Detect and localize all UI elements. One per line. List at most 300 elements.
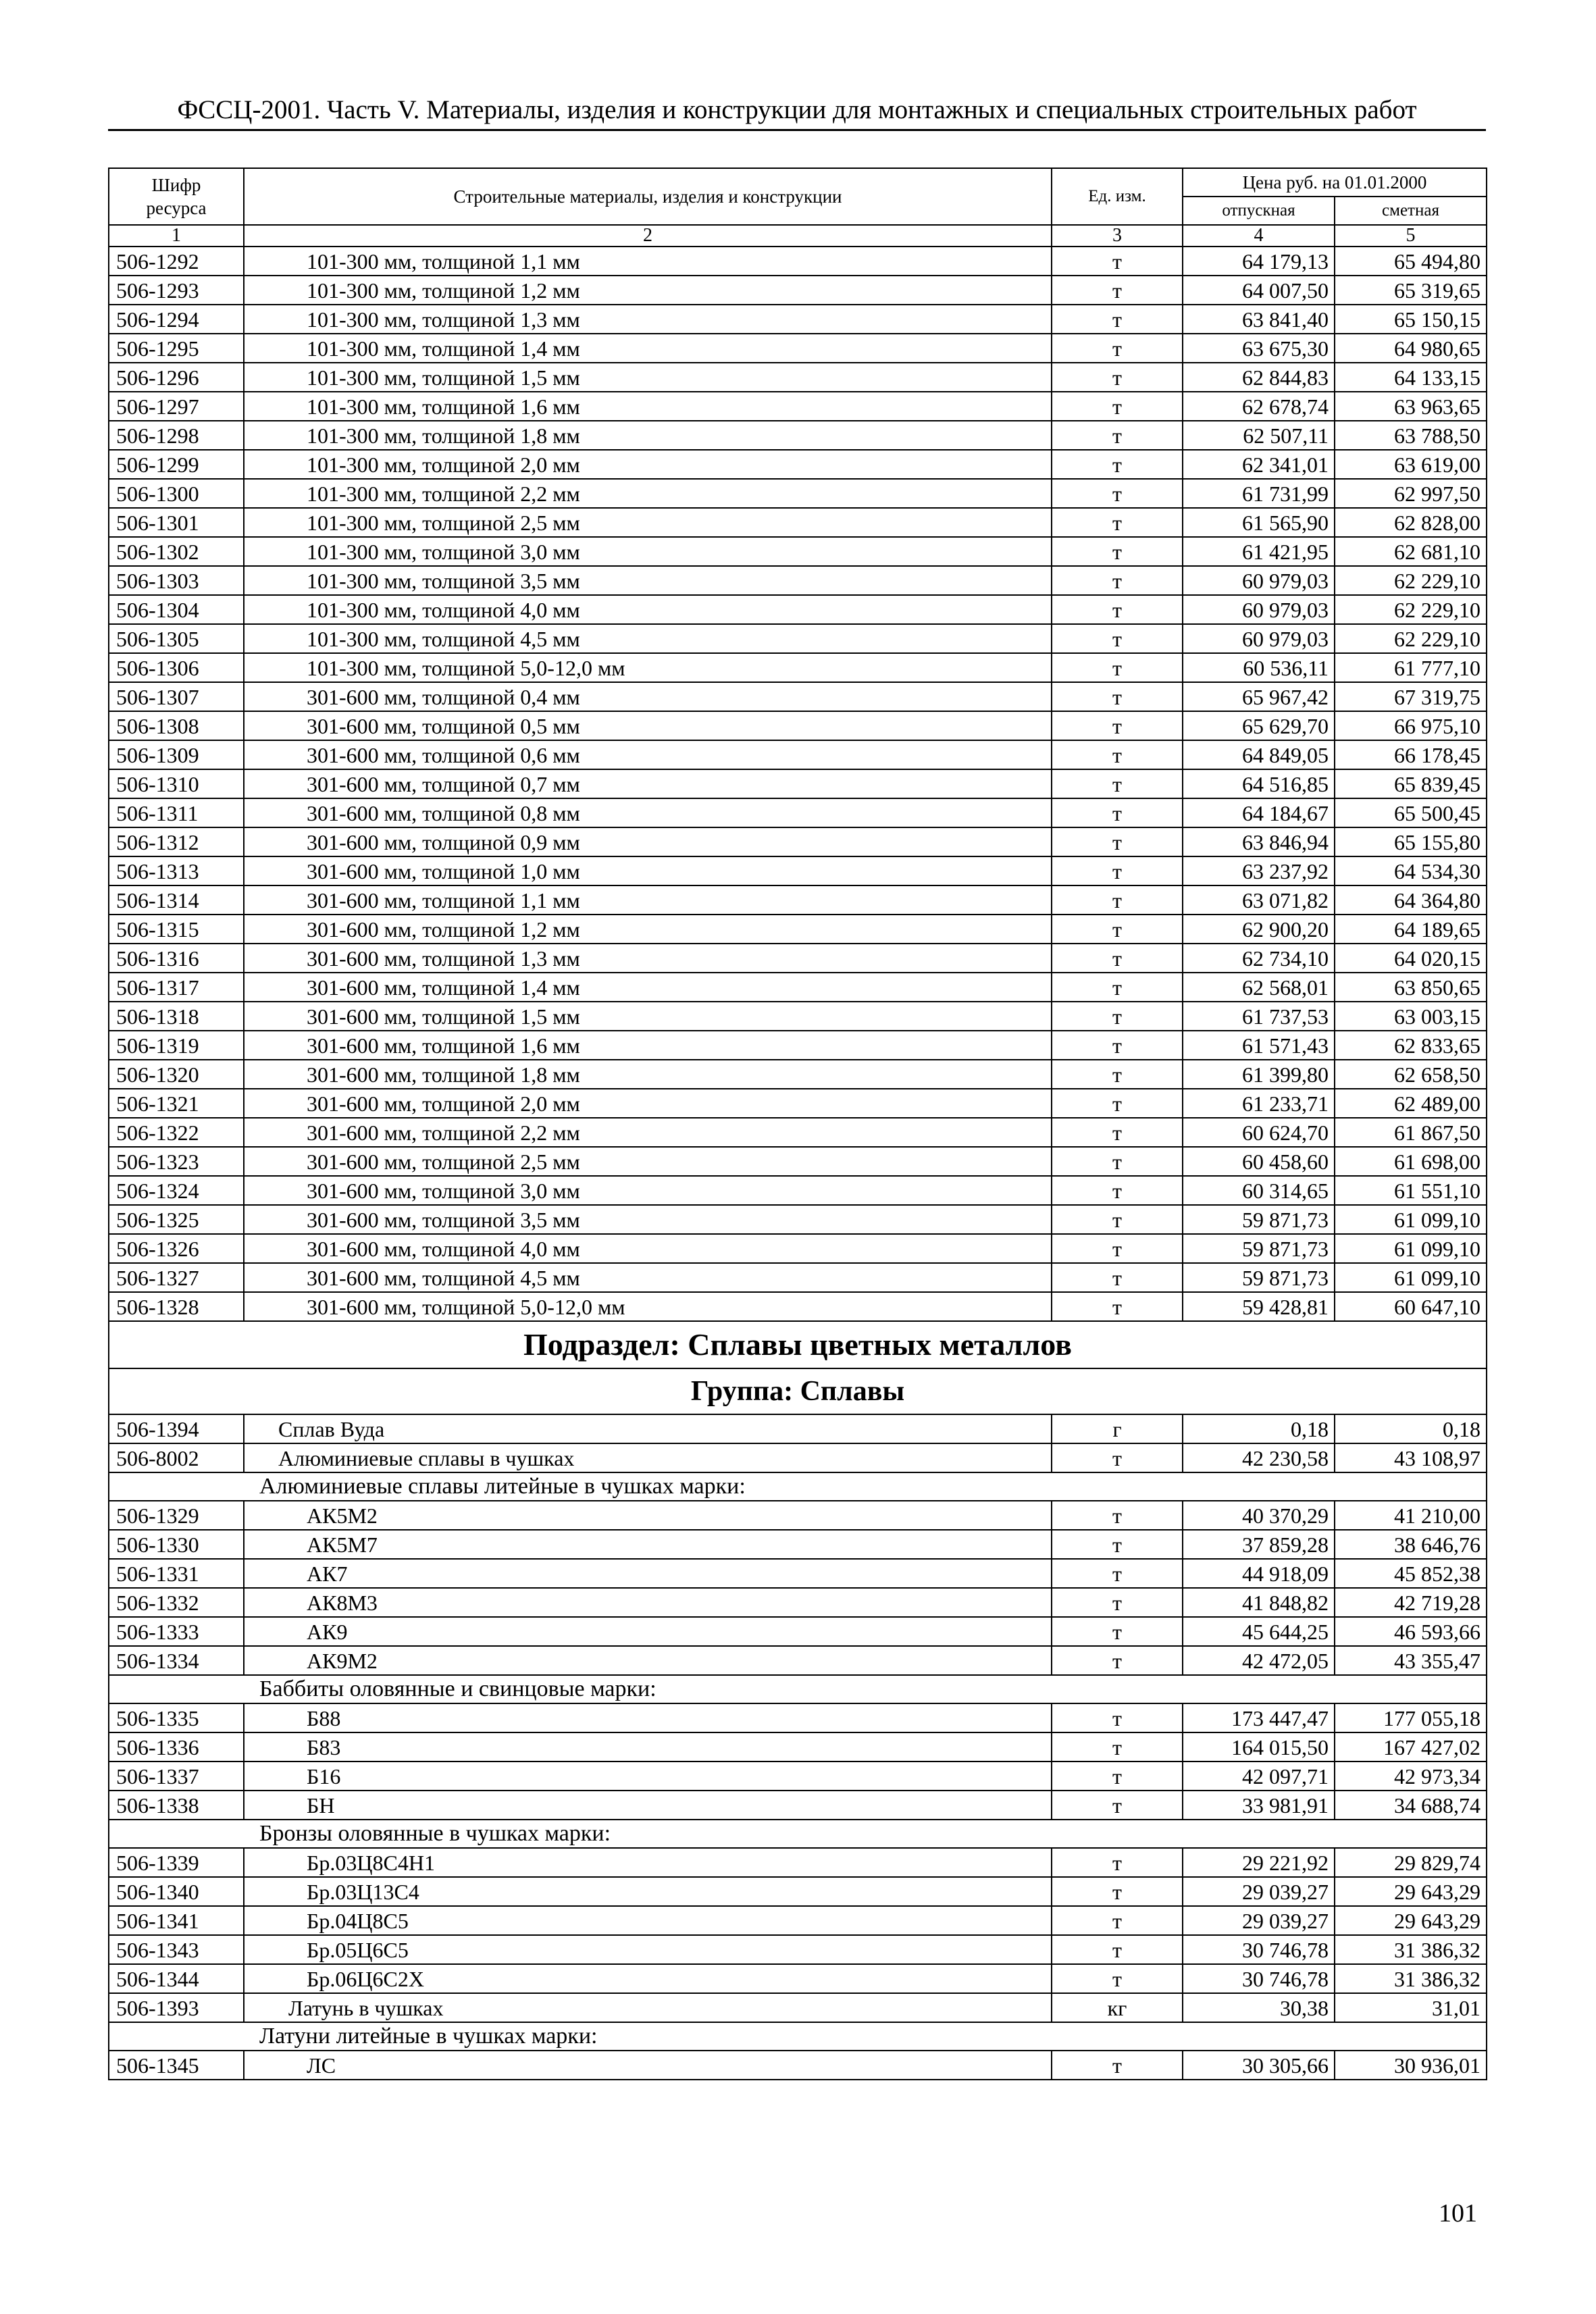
table-row [109,1002,1487,1031]
material-name: Бр.03Ц13С4 [244,1877,1052,1906]
unit: т [1052,1877,1183,1906]
estimate-price: 61 698,00 [1335,1147,1487,1176]
unit: т [1052,566,1183,595]
resource-code: 506-1302 [109,537,244,566]
unit: т [1052,915,1183,944]
estimate-price: 63 003,15 [1335,1002,1487,1031]
estimate-price: 64 980,65 [1335,334,1487,363]
resource-code: 506-1341 [109,1906,244,1935]
release-price: 60 314,65 [1183,1176,1335,1205]
table-row [109,740,1487,769]
block-label-row [109,1820,1487,1848]
table-row [109,334,1487,363]
resource-code: 506-1313 [109,856,244,885]
table-row [109,1791,1487,1820]
subsection-title: Подраздел: Сплавы цветных металлов [109,1321,1487,1368]
col-header-estimate: сметная [1335,197,1487,225]
material-name: 301-600 мм, толщиной 1,2 мм [244,915,1052,944]
estimate-price: 65 839,45 [1335,769,1487,798]
resource-code: 506-1300 [109,479,244,508]
unit: т [1052,1588,1183,1617]
table-row [109,1031,1487,1060]
unit: т [1052,1118,1183,1147]
table-row [109,1060,1487,1089]
release-price: 60 979,03 [1183,595,1335,624]
release-price: 62 341,01 [1183,450,1335,479]
block-label: Бронзы оловянные в чушках марки: [109,1820,1487,1848]
estimate-price: 65 319,65 [1335,276,1487,305]
material-name: 101-300 мм, толщиной 2,2 мм [244,479,1052,508]
material-name: 301-600 мм, толщиной 1,8 мм [244,1060,1052,1089]
material-name: 101-300 мм, толщиной 4,5 мм [244,624,1052,653]
estimate-price: 60 647,10 [1335,1292,1487,1321]
unit: т [1052,1147,1183,1176]
unit: т [1052,363,1183,392]
estimate-price: 64 364,80 [1335,885,1487,915]
release-price: 64 007,50 [1183,276,1335,305]
release-price: 37 859,28 [1183,1530,1335,1559]
unit: т [1052,334,1183,363]
estimate-price: 61 551,10 [1335,1176,1487,1205]
resource-code: 506-1344 [109,1964,244,1993]
resource-code: 506-1318 [109,1002,244,1031]
table-row [109,915,1487,944]
material-name: 301-600 мм, толщиной 5,0-12,0 мм [244,1292,1052,1321]
estimate-price: 64 020,15 [1335,944,1487,973]
unit: т [1052,1060,1183,1089]
table-row [109,1993,1487,2022]
release-price: 45 644,25 [1183,1617,1335,1646]
release-price: 59 871,73 [1183,1263,1335,1292]
table-row [109,1118,1487,1147]
release-price: 62 734,10 [1183,944,1335,973]
resource-code: 506-1335 [109,1703,244,1732]
estimate-price: 62 229,10 [1335,566,1487,595]
estimate-price: 177 055,18 [1335,1703,1487,1732]
resource-code: 506-1326 [109,1234,244,1263]
estimate-price: 65 155,80 [1335,827,1487,856]
estimate-price: 41 210,00 [1335,1501,1487,1530]
release-price: 61 571,43 [1183,1031,1335,1060]
resource-code: 506-1393 [109,1993,244,2022]
unit: т [1052,1935,1183,1964]
material-name: 101-300 мм, толщиной 5,0-12,0 мм [244,653,1052,682]
table-row [109,1292,1487,1321]
estimate-price: 66 975,10 [1335,711,1487,740]
estimate-price: 34 688,74 [1335,1791,1487,1820]
estimate-price: 61 777,10 [1335,653,1487,682]
unit: т [1052,1292,1183,1321]
material-name: 101-300 мм, толщиной 1,3 мм [244,305,1052,334]
resource-code: 506-1320 [109,1060,244,1089]
table-row [109,595,1487,624]
release-price: 64 849,05 [1183,740,1335,769]
release-price: 64 184,67 [1183,798,1335,827]
release-price: 42 097,71 [1183,1762,1335,1791]
release-price: 61 731,99 [1183,479,1335,508]
estimate-price: 30 936,01 [1335,2051,1487,2080]
estimate-price: 62 229,10 [1335,624,1487,653]
material-name: АК8М3 [244,1588,1052,1617]
table-row [109,944,1487,973]
table-row [109,450,1487,479]
material-name: АК9 [244,1617,1052,1646]
resource-code: 506-1338 [109,1791,244,1820]
unit: т [1052,479,1183,508]
resource-code: 506-1331 [109,1559,244,1588]
release-price: 64 516,85 [1183,769,1335,798]
block-label: Латуни литейные в чушках марки: [109,2022,1487,2051]
unit: т [1052,1089,1183,1118]
release-price: 62 900,20 [1183,915,1335,944]
resource-code: 506-1330 [109,1530,244,1559]
table-row [109,1935,1487,1964]
estimate-price: 0,18 [1335,1414,1487,1443]
release-price: 63 237,92 [1183,856,1335,885]
material-name: 301-600 мм, толщиной 2,5 мм [244,1147,1052,1176]
resource-code: 506-1301 [109,508,244,537]
release-price: 60 536,11 [1183,653,1335,682]
estimate-price: 62 828,00 [1335,508,1487,537]
material-name: Б83 [244,1732,1052,1762]
material-name: 101-300 мм, толщиной 1,2 мм [244,276,1052,305]
material-name: 101-300 мм, толщиной 1,8 мм [244,421,1052,450]
resource-code: 506-1319 [109,1031,244,1060]
release-price: 30 746,78 [1183,1935,1335,1964]
unit: т [1052,769,1183,798]
estimate-price: 62 681,10 [1335,537,1487,566]
unit: г [1052,1414,1183,1443]
material-name: ЛС [244,2051,1052,2080]
resource-code: 506-1340 [109,1877,244,1906]
resource-code: 506-1314 [109,885,244,915]
unit: т [1052,653,1183,682]
material-name: 301-600 мм, толщиной 2,0 мм [244,1089,1052,1118]
material-name: 301-600 мм, толщиной 0,8 мм [244,798,1052,827]
release-price: 60 458,60 [1183,1147,1335,1176]
resource-code: 506-1333 [109,1617,244,1646]
table-row [109,769,1487,798]
unit: т [1052,537,1183,566]
block-label-row [109,1675,1487,1703]
estimate-price: 64 189,65 [1335,915,1487,944]
material-name: Б88 [244,1703,1052,1732]
estimate-price: 31,01 [1335,1993,1487,2022]
table-row [109,1263,1487,1292]
table-row [109,508,1487,537]
table-row [109,276,1487,305]
material-name: Бр.06Ц6С2Х [244,1964,1052,1993]
resource-code: 506-1329 [109,1501,244,1530]
unit: т [1052,1646,1183,1675]
table-row [109,566,1487,595]
resource-code: 506-1299 [109,450,244,479]
resource-code: 506-1297 [109,392,244,421]
col-header-name: Строительные материалы, изделия и конструкции [244,168,1052,225]
table-row [109,1646,1487,1675]
resource-code: 506-1308 [109,711,244,740]
estimate-price: 67 319,75 [1335,682,1487,711]
release-price: 63 846,94 [1183,827,1335,856]
material-name: 301-600 мм, толщиной 1,4 мм [244,973,1052,1002]
estimate-price: 63 788,50 [1335,421,1487,450]
table-row [109,1443,1487,1472]
estimate-price: 29 829,74 [1335,1848,1487,1877]
unit: т [1052,595,1183,624]
unit: т [1052,1559,1183,1588]
material-name: 301-600 мм, толщиной 1,3 мм [244,944,1052,973]
unit: т [1052,1205,1183,1234]
estimate-price: 62 997,50 [1335,479,1487,508]
release-price: 62 678,74 [1183,392,1335,421]
material-name: 301-600 мм, толщиной 1,6 мм [244,1031,1052,1060]
resource-code: 506-1328 [109,1292,244,1321]
material-name: 101-300 мм, толщиной 2,0 мм [244,450,1052,479]
material-name: Латунь в чушках [244,1993,1052,2022]
material-name: 301-600 мм, толщиной 0,6 мм [244,740,1052,769]
table-row [109,363,1487,392]
material-name: 301-600 мм, толщиной 1,0 мм [244,856,1052,885]
unit: т [1052,1031,1183,1060]
col-header-release: отпускная [1183,197,1335,225]
table-row [109,1559,1487,1588]
table-row [109,1762,1487,1791]
release-price: 42 472,05 [1183,1646,1335,1675]
group-title-row [109,1368,1487,1414]
table-row [109,1147,1487,1176]
table-row [109,1703,1487,1732]
table-row [109,1089,1487,1118]
resource-code: 506-1304 [109,595,244,624]
estimate-price: 31 386,32 [1335,1935,1487,1964]
unit: т [1052,1906,1183,1935]
estimate-price: 61 099,10 [1335,1263,1487,1292]
resource-code: 506-1336 [109,1732,244,1762]
resource-code: 506-8002 [109,1443,244,1472]
block-label: Алюминиевые сплавы литейные в чушках марки: [109,1472,1487,1501]
material-name: 301-600 мм, толщиной 0,9 мм [244,827,1052,856]
estimate-price: 61 099,10 [1335,1205,1487,1234]
table-row [109,711,1487,740]
resource-code: 506-1294 [109,305,244,334]
estimate-price: 61 867,50 [1335,1118,1487,1147]
unit: т [1052,944,1183,973]
resource-code: 506-1321 [109,1089,244,1118]
resource-code: 506-1303 [109,566,244,595]
release-price: 59 871,73 [1183,1234,1335,1263]
estimate-price: 62 658,50 [1335,1060,1487,1089]
resource-code: 506-1312 [109,827,244,856]
estimate-price: 43 355,47 [1335,1646,1487,1675]
resource-code: 506-1311 [109,798,244,827]
release-price: 63 675,30 [1183,334,1335,363]
unit: т [1052,827,1183,856]
page-header: ФССЦ-2001. Часть V. Материалы, изделия и конструкции для монтажных и специальных строительных работ [177,95,1417,124]
estimate-price: 62 489,00 [1335,1089,1487,1118]
table-row [109,1964,1487,1993]
table-row [109,682,1487,711]
estimate-price: 43 108,97 [1335,1443,1487,1472]
resource-code: 506-1325 [109,1205,244,1234]
release-price: 65 967,42 [1183,682,1335,711]
col-header-code: Шифр ресурса [109,168,244,225]
table-row [109,1205,1487,1234]
header-rule [108,129,1486,131]
release-price: 33 981,91 [1183,1791,1335,1820]
material-name: 101-300 мм, толщиной 1,6 мм [244,392,1052,421]
release-price: 63 841,40 [1183,305,1335,334]
resource-code: 506-1295 [109,334,244,363]
table-row [109,885,1487,915]
release-price: 164 015,50 [1183,1732,1335,1762]
unit: т [1052,973,1183,1002]
unit: т [1052,682,1183,711]
release-price: 60 624,70 [1183,1118,1335,1147]
resource-code: 506-1323 [109,1147,244,1176]
table-row [109,1877,1487,1906]
material-name: 101-300 мм, толщиной 3,5 мм [244,566,1052,595]
resource-code: 506-1298 [109,421,244,450]
release-price: 62 507,11 [1183,421,1335,450]
unit: т [1052,1791,1183,1820]
unit: т [1052,798,1183,827]
estimate-price: 167 427,02 [1335,1732,1487,1762]
table-body [109,168,1487,2080]
release-price: 60 979,03 [1183,624,1335,653]
material-name: 301-600 мм, толщиной 4,0 мм [244,1234,1052,1263]
column-numbers-row [109,225,1487,247]
table-row [109,1588,1487,1617]
table-row [109,653,1487,682]
estimate-price: 64 133,15 [1335,363,1487,392]
resource-code: 506-1310 [109,769,244,798]
unit: т [1052,1530,1183,1559]
material-name: 301-600 мм, толщиной 1,5 мм [244,1002,1052,1031]
table-header-row [109,168,1487,197]
unit: т [1052,740,1183,769]
material-name: АК5М2 [244,1501,1052,1530]
unit: т [1052,1443,1183,1472]
table-row [109,1732,1487,1762]
release-price: 64 179,13 [1183,247,1335,276]
material-name: Бр.05Ц6С5 [244,1935,1052,1964]
col-header-unit: Ед. изм. [1052,168,1183,225]
resource-code: 506-1315 [109,915,244,944]
unit: т [1052,1848,1183,1877]
unit: т [1052,450,1183,479]
unit: т [1052,247,1183,276]
column-number: 1 [109,225,244,247]
estimate-price: 65 500,45 [1335,798,1487,827]
table-row [109,479,1487,508]
resource-code: 506-1292 [109,247,244,276]
material-name: 101-300 мм, толщиной 3,0 мм [244,537,1052,566]
resource-code: 506-1337 [109,1762,244,1791]
material-name: АК7 [244,1559,1052,1588]
material-name: 101-300 мм, толщиной 1,5 мм [244,363,1052,392]
table-row [109,1176,1487,1205]
resource-code: 506-1327 [109,1263,244,1292]
table-row [109,1530,1487,1559]
estimate-price: 62 833,65 [1335,1031,1487,1060]
unit: т [1052,421,1183,450]
resource-code: 506-1334 [109,1646,244,1675]
material-name: 101-300 мм, толщиной 1,1 мм [244,247,1052,276]
column-number: 5 [1335,225,1487,247]
material-name: 301-600 мм, толщиной 3,0 мм [244,1176,1052,1205]
resource-code: 506-1322 [109,1118,244,1147]
column-number: 3 [1052,225,1183,247]
unit: т [1052,1176,1183,1205]
material-name: 301-600 мм, толщиной 0,7 мм [244,769,1052,798]
material-name: Бр.04Ц8С5 [244,1906,1052,1935]
unit: т [1052,392,1183,421]
release-price: 40 370,29 [1183,1501,1335,1530]
subsection-title-row [109,1321,1487,1368]
material-name: Алюминиевые сплавы в чушках [244,1443,1052,1472]
col-header-price: Цена руб. на 01.01.2000 [1183,168,1487,197]
material-name: 101-300 мм, толщиной 4,0 мм [244,595,1052,624]
release-price: 63 071,82 [1183,885,1335,915]
release-price: 59 871,73 [1183,1205,1335,1234]
estimate-price: 64 534,30 [1335,856,1487,885]
table-row [109,392,1487,421]
release-price: 30 746,78 [1183,1964,1335,1993]
estimate-price: 66 178,45 [1335,740,1487,769]
estimate-price: 46 593,66 [1335,1617,1487,1646]
table-row [109,1906,1487,1935]
block-label-row [109,2022,1487,2051]
material-name: АК5М7 [244,1530,1052,1559]
resource-code: 506-1307 [109,682,244,711]
estimate-price: 63 963,65 [1335,392,1487,421]
page-number: 101 [1439,2199,1477,2228]
table-row [109,827,1487,856]
resource-code: 506-1293 [109,276,244,305]
material-name: Б16 [244,1762,1052,1791]
material-name: 301-600 мм, толщиной 1,1 мм [244,885,1052,915]
table-row [109,305,1487,334]
material-name: БН [244,1791,1052,1820]
release-price: 62 844,83 [1183,363,1335,392]
release-price: 65 629,70 [1183,711,1335,740]
estimate-price: 65 494,80 [1335,247,1487,276]
resource-code: 506-1306 [109,653,244,682]
release-price: 30,38 [1183,1993,1335,2022]
release-price: 173 447,47 [1183,1703,1335,1732]
column-number: 2 [244,225,1052,247]
release-price: 44 918,09 [1183,1559,1335,1588]
estimate-price: 63 619,00 [1335,450,1487,479]
unit: т [1052,1002,1183,1031]
table-row [109,1414,1487,1443]
estimate-price: 29 643,29 [1335,1906,1487,1935]
estimate-price: 38 646,76 [1335,1530,1487,1559]
unit: т [1052,508,1183,537]
block-label: Баббиты оловянные и свинцовые марки: [109,1675,1487,1703]
estimate-price: 63 850,65 [1335,973,1487,1002]
table-row [109,1234,1487,1263]
estimate-price: 31 386,32 [1335,1964,1487,1993]
release-price: 61 565,90 [1183,508,1335,537]
unit: т [1052,1732,1183,1762]
material-name: 301-600 мм, толщиной 0,5 мм [244,711,1052,740]
unit: т [1052,276,1183,305]
column-number: 4 [1183,225,1335,247]
unit: т [1052,711,1183,740]
resource-code: 506-1343 [109,1935,244,1964]
release-price: 29 221,92 [1183,1848,1335,1877]
